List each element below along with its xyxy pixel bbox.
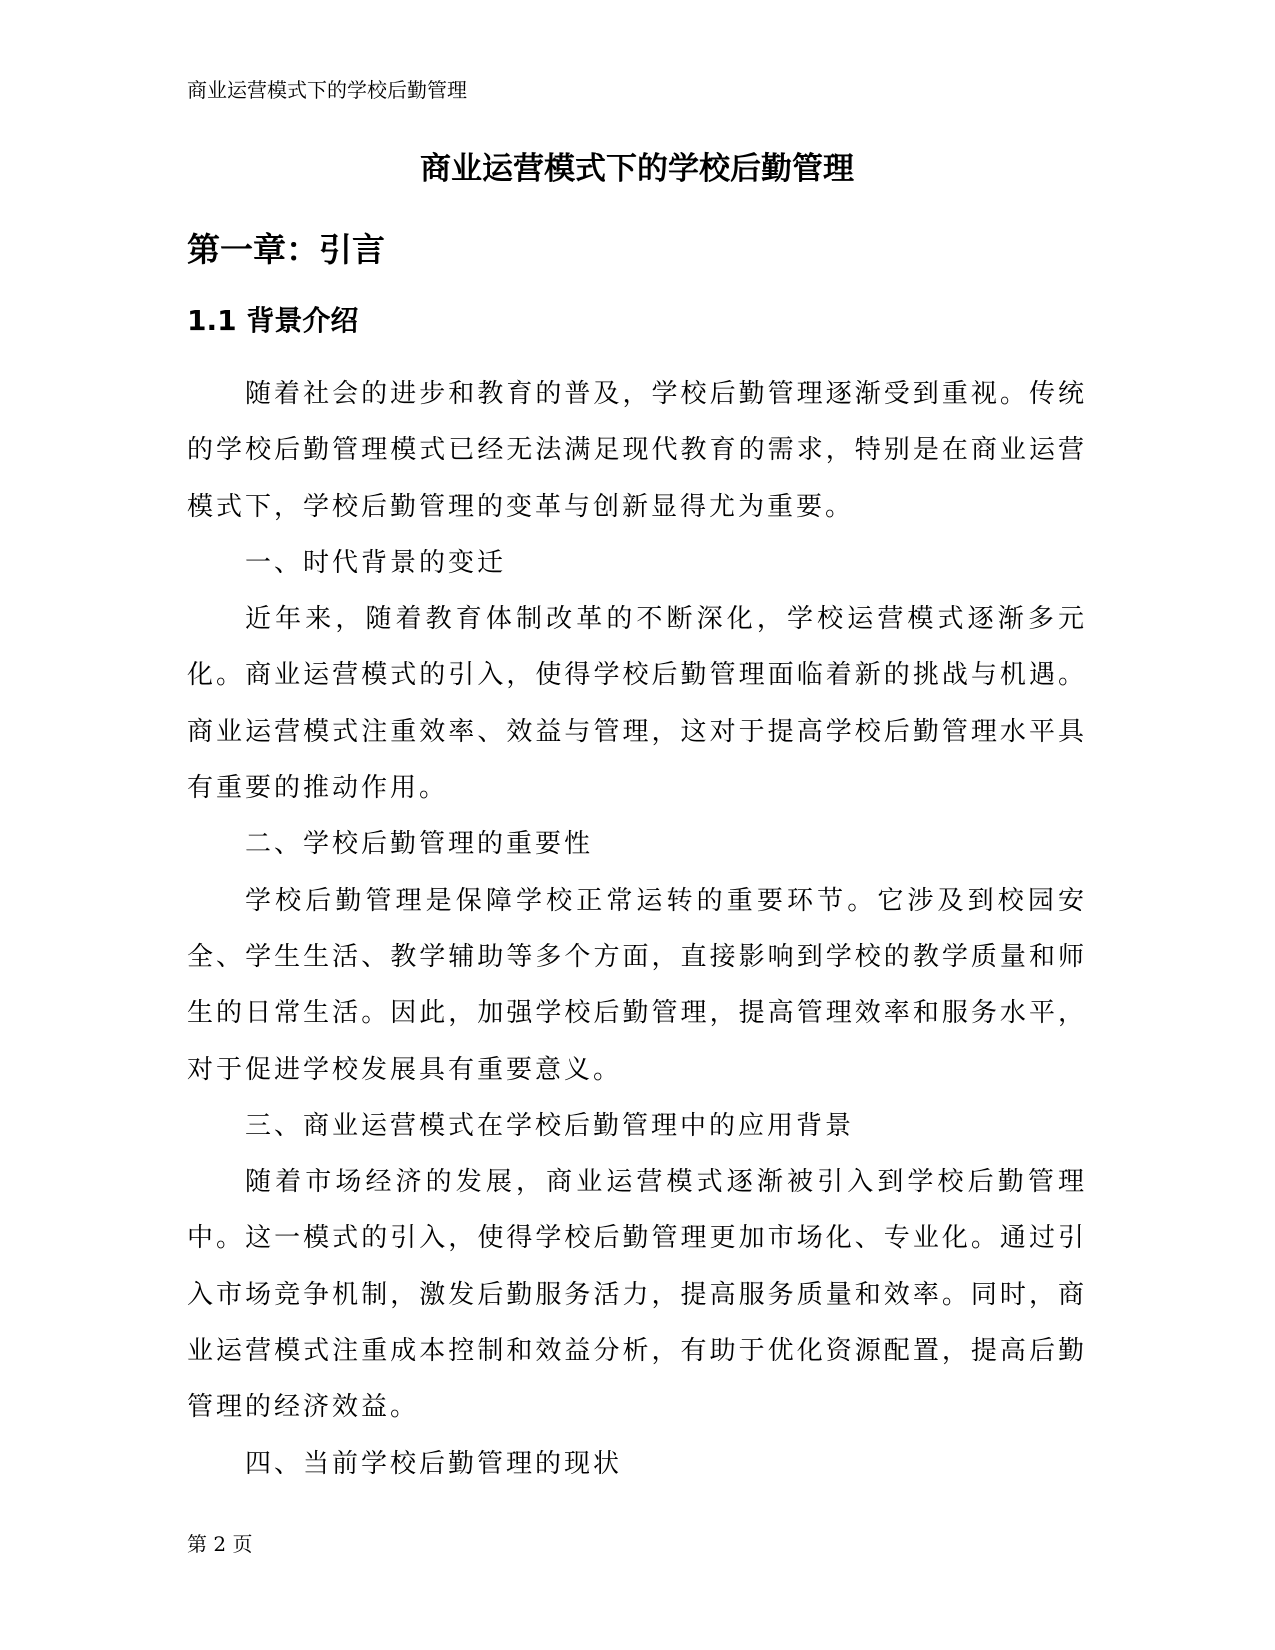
paragraph-era-background: 近年来，随着教育体制改革的不断深化，学校运营模式逐渐多元化。商业运营模式的引入，使得学校后勤管理面临着新的挑战与机遇。商业运营模式注重效率、效益与管理，这对于提高学校后勤管理水平具有重要的推动作用。 <box>187 604 1087 804</box>
subheading-application-background: 三、商业运营模式在学校后勤管理中的应用背景 <box>245 1110 855 1141</box>
body-text <box>187 366 1087 1492</box>
section-heading: 1.1 背景介绍 <box>187 304 359 337</box>
paragraph-application-background: 随着市场经济的发展，商业运营模式逐渐被引入到学校后勤管理中。这一模式的引入，使得学校后勤管理更加市场化、专业化。通过引入市场竞争机制，激发后勤服务活力，提高服务质量和效率。同时，商业运营模式注重成本控制和效益分析，有助于优化资源配置，提高后勤管理的经济效益。 <box>187 1167 1087 1423</box>
page-number: 第 2 页 <box>187 1532 253 1556</box>
chapter-heading: 第一章：引言 <box>187 230 385 269</box>
subheading-era-background: 一、时代背景的变迁 <box>245 547 507 578</box>
subheading-importance: 二、学校后勤管理的重要性 <box>245 829 594 860</box>
paragraph-importance: 学校后勤管理是保障学校正常运转的重要环节。它涉及到校园安全、学生生活、教学辅助等多个方面，直接影响到学校的教学质量和师生的日常生活。因此，加强学校后勤管理，提高管理效率和服务水平，对于促进学校发展具有重要意义。 <box>187 885 1087 1085</box>
paragraph-intro: 随着社会的进步和教育的普及，学校后勤管理逐渐受到重视。传统的学校后勤管理模式已经无法满足现代教育的需求，特别是在商业运营模式下，学校后勤管理的变革与创新显得尤为重要。 <box>187 379 1087 522</box>
document-title: 商业运营模式下的学校后勤管理 <box>420 151 854 187</box>
subheading-current-status: 四、当前学校后勤管理的现状 <box>245 1448 623 1479</box>
running-header: 商业运营模式下的学校后勤管理 <box>187 78 467 102</box>
